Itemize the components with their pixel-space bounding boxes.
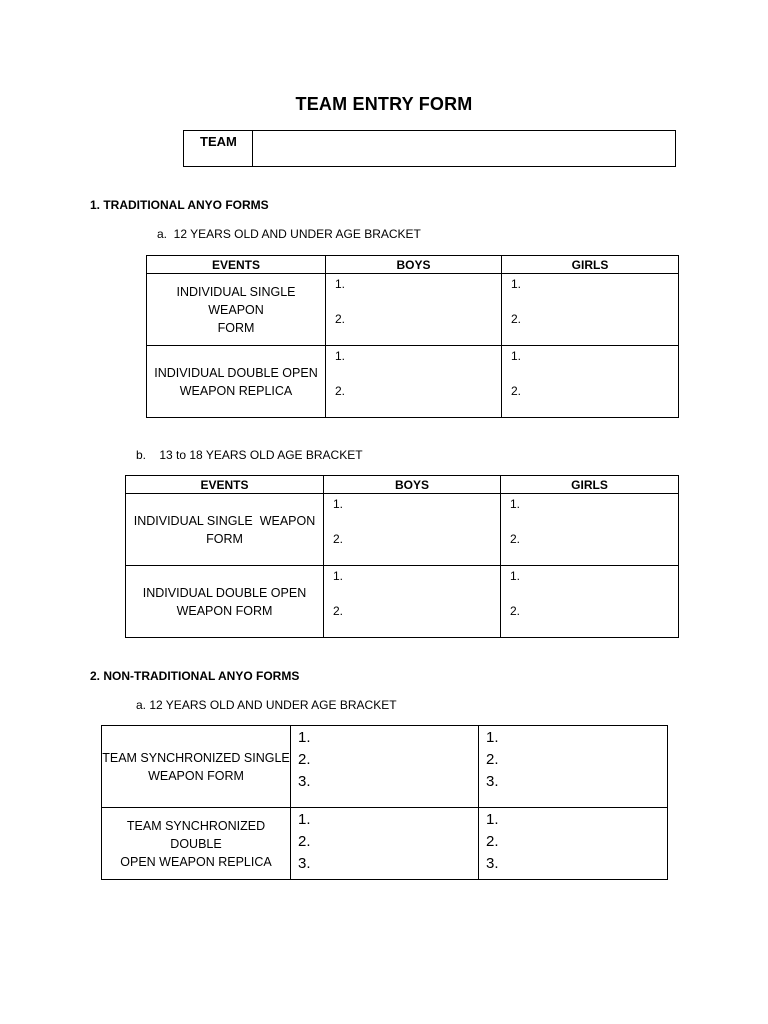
table-row: [147, 346, 679, 418]
girls-entry-cell[interactable]: 1. 2.: [502, 346, 679, 418]
boys-entry-cell[interactable]: 1. 2.: [324, 566, 501, 638]
boys-entry-cell[interactable]: 1. 2.: [326, 346, 502, 418]
traditional-12-under-table: [146, 255, 679, 418]
entry-cell[interactable]: 1. 2. 3.: [479, 808, 668, 880]
col-events-header: EVENTS: [147, 256, 326, 274]
col-boys-header: BOYS: [324, 476, 501, 494]
entry-cell[interactable]: 1. 2. 3.: [291, 726, 479, 808]
boys-entry-cell[interactable]: 1. 2.: [326, 274, 502, 346]
section1-bracket-b-label: b. 13 to 18 YEARS OLD AGE BRACKET: [136, 448, 363, 462]
event-name: INDIVIDUAL DOUBLE OPEN WEAPON REPLICA: [147, 346, 326, 418]
team-label: TEAM: [184, 131, 253, 167]
event-name: TEAM SYNCHRONIZED SINGLE WEAPON FORM: [102, 726, 291, 808]
col-girls-header: GIRLS: [501, 476, 679, 494]
event-name: INDIVIDUAL SINGLE WEAPON FORM: [147, 274, 326, 346]
team-name-field[interactable]: [253, 131, 676, 167]
team-table: [183, 130, 676, 167]
non-traditional-12-under-table: [101, 725, 668, 880]
event-name: INDIVIDUAL SINGLE WEAPON FORM: [126, 494, 324, 566]
girls-entry-cell[interactable]: 1. 2.: [501, 566, 679, 638]
section1-bracket-a-label: a. 12 YEARS OLD AND UNDER AGE BRACKET: [157, 227, 421, 241]
col-boys-header: BOYS: [326, 256, 502, 274]
event-name: INDIVIDUAL DOUBLE OPEN WEAPON FORM: [126, 566, 324, 638]
table-row: [102, 726, 668, 808]
girls-entry-cell[interactable]: 1. 2.: [502, 274, 679, 346]
boys-entry-cell[interactable]: 1. 2.: [324, 494, 501, 566]
entry-cell[interactable]: 1. 2. 3.: [479, 726, 668, 808]
girls-entry-cell[interactable]: 1. 2.: [501, 494, 679, 566]
section1-heading: 1. TRADITIONAL ANYO FORMS: [90, 198, 269, 212]
traditional-13-18-table: [125, 475, 679, 638]
section2-bracket-a-label: a. 12 YEARS OLD AND UNDER AGE BRACKET: [136, 698, 397, 712]
col-events-header: EVENTS: [126, 476, 324, 494]
entry-cell[interactable]: 1. 2. 3.: [291, 808, 479, 880]
event-name: TEAM SYNCHRONIZED DOUBLE OPEN WEAPON REPLICA: [102, 808, 291, 880]
table-row: [147, 274, 679, 346]
col-girls-header: GIRLS: [502, 256, 679, 274]
table-row: [126, 566, 679, 638]
table-row: [126, 494, 679, 566]
table-row: [102, 808, 668, 880]
section2-heading: 2. NON-TRADITIONAL ANYO FORMS: [90, 669, 300, 683]
form-title: TEAM ENTRY FORM: [295, 94, 473, 114]
